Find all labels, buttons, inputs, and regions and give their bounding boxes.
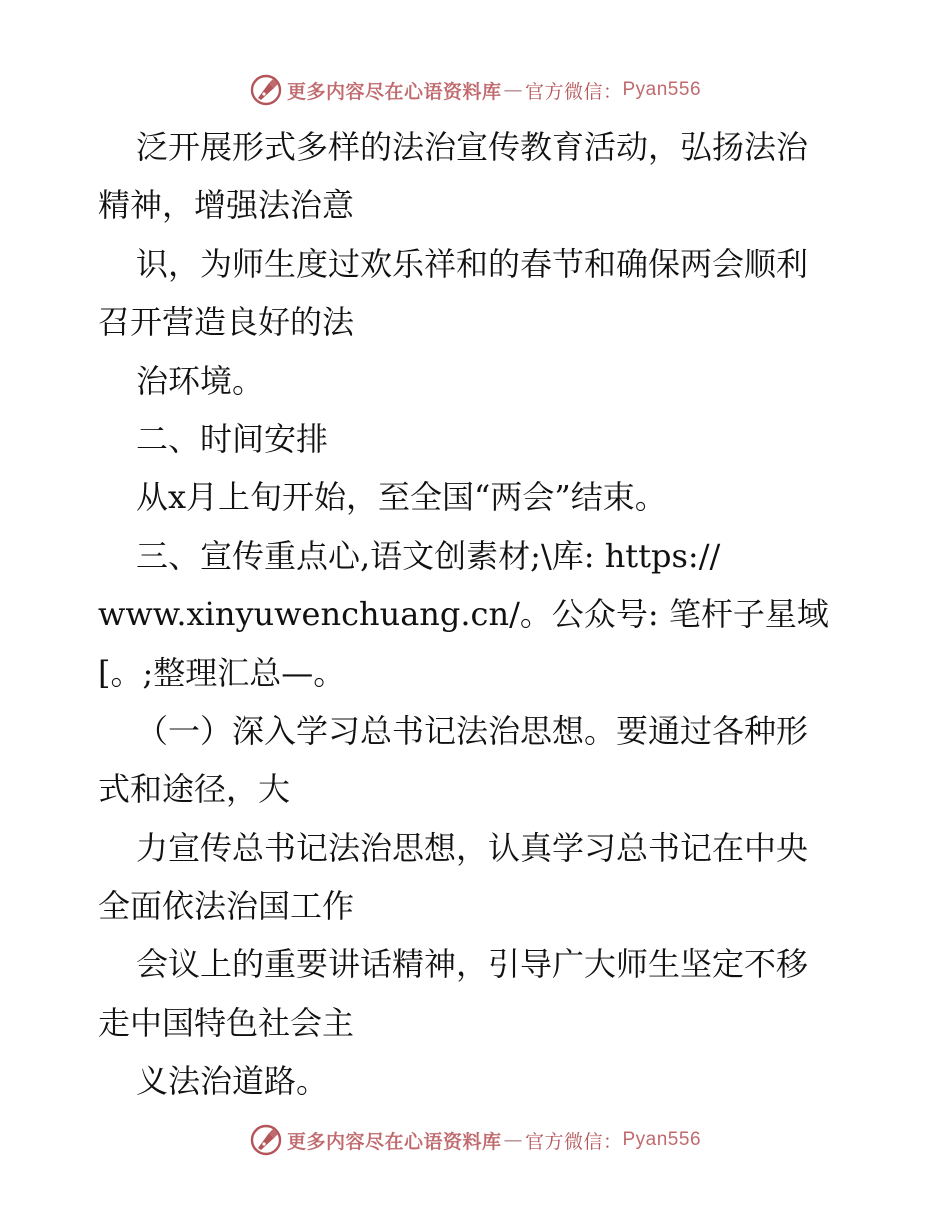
header-banner-dash: — bbox=[503, 79, 523, 101]
header-banner-wechat-id: Pyan556 bbox=[622, 79, 702, 100]
header-watermark-banner bbox=[0, 70, 950, 110]
document-body bbox=[98, 118, 868, 1111]
text-line: [。;整理汇总—。 bbox=[98, 653, 346, 692]
footer-banner-content bbox=[249, 1123, 701, 1157]
text-line: 识，为师生度过欢乐祥和的春节和确保两会顺利 bbox=[136, 244, 809, 283]
text-line: 泛开展形式多样的法治宣传教育活动，弘扬法治 bbox=[136, 128, 809, 166]
text-line: 力宣传总书记法治思想，认真学习总书记在中央 bbox=[136, 828, 809, 867]
pen-nib-logo-icon bbox=[249, 1123, 283, 1157]
text-line: 式和途径，大 bbox=[98, 770, 291, 809]
text-line: 召开营造良好的法 bbox=[98, 303, 355, 342]
footer-banner-site-text: 更多内容尽在心语资料库 bbox=[286, 1130, 502, 1153]
text-line: 全面依法治国工作 bbox=[98, 887, 355, 926]
text-line: 治环境。 bbox=[136, 361, 265, 400]
footer-banner-dash: — bbox=[503, 1129, 523, 1151]
pen-nib-logo-icon bbox=[249, 73, 283, 107]
text-line: 从x月上旬开始，至全国“两会”结束。 bbox=[136, 478, 667, 517]
text-line: 会议上的重要讲话精神，引导广大师生坚定不移 bbox=[136, 945, 809, 984]
text-line: 精神，增强法治意 bbox=[98, 186, 355, 225]
section-heading-focus: 三、宣传重点心,语文创素材;\库: https:// bbox=[136, 536, 721, 575]
text-line: 义法治道路。 bbox=[136, 1062, 329, 1101]
footer-banner-wechat-id: Pyan556 bbox=[622, 1129, 702, 1150]
text-line: www.xinyuwenchuang.cn/。公众号: 笔杆子星域 bbox=[98, 595, 829, 634]
header-banner-site-text: 更多内容尽在心语资料库 bbox=[286, 80, 502, 103]
subsection-heading: （一）深入学习总书记法治思想。要通过各种形 bbox=[136, 711, 809, 750]
text-line: 走中国特色社会主 bbox=[98, 1003, 355, 1042]
section-heading-schedule: 二、时间安排 bbox=[136, 419, 329, 458]
header-banner-wechat-label: 官方微信： bbox=[524, 80, 623, 103]
footer-banner-wechat-label: 官方微信： bbox=[524, 1130, 623, 1153]
footer-watermark-banner bbox=[0, 1120, 950, 1160]
header-banner-content bbox=[249, 73, 701, 107]
